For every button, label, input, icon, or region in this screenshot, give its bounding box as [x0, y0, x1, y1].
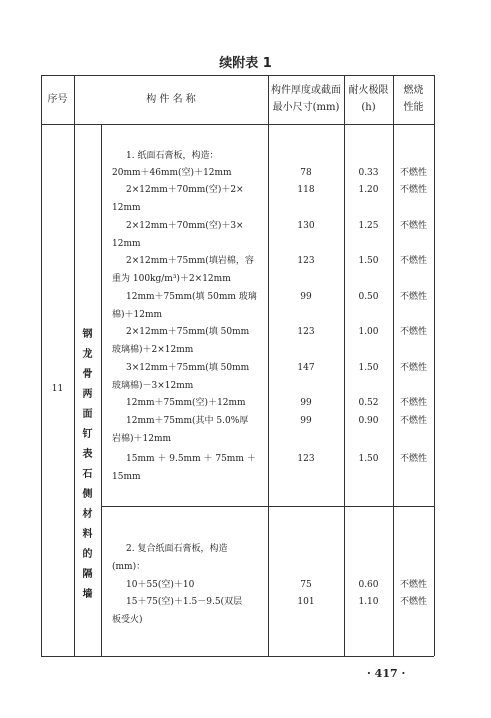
category-label: [74, 325, 101, 605]
item-fire-limit: 0.50: [358, 292, 379, 302]
item-line: 20mm＋46mm(空)＋12mm: [112, 168, 232, 178]
item-line: 岩棉)＋12mm: [112, 434, 172, 444]
item-combustibility: 不燃性: [399, 221, 427, 231]
item-fire-limit: 1.25: [358, 221, 379, 231]
item-line: 棉)＋12mm: [112, 310, 163, 320]
item-line: 12mm＋75mm(空)＋12mm: [126, 398, 246, 408]
item-line: 3×12mm＋75mm(填 50mm: [126, 363, 250, 373]
category-char: 石: [82, 469, 93, 480]
item-thickness: 99: [300, 416, 312, 426]
item-thickness: 101: [297, 597, 315, 607]
item-combustibility: 不燃性: [399, 398, 427, 408]
item-combustibility: 不燃性: [399, 454, 427, 464]
item-line: 15＋75(空)＋1.5－9.5(双层: [126, 597, 243, 607]
item-line: 2×12mm＋75mm(填岩棉，容: [126, 256, 254, 266]
item-combustibility: 不燃性: [399, 256, 427, 266]
category-char: 侧: [82, 489, 93, 500]
page-number: · 417 ·: [367, 667, 406, 680]
row-number: 11: [51, 384, 64, 394]
item-fire-limit: 1.50: [358, 454, 379, 464]
header-thickness-line2: 最小尺寸(mm): [272, 102, 340, 113]
table-title: 续附表 1: [219, 56, 272, 71]
item-thickness: 78: [300, 168, 312, 178]
header-combustibility-line2: 性能: [403, 102, 424, 113]
item-thickness: 123: [297, 256, 315, 266]
item-line: 2×12mm＋70mm(空)＋3×: [126, 221, 244, 231]
item-thickness: 123: [297, 454, 315, 464]
category-char: 的: [82, 549, 93, 560]
item-combustibility: 不燃性: [399, 168, 427, 178]
category-char: 骨: [82, 369, 93, 380]
item-thickness: 99: [300, 292, 312, 302]
item-line: 玻璃棉)＋2×12mm: [112, 345, 194, 355]
item-combustibility: 不燃性: [399, 292, 427, 302]
item-thickness: 118: [297, 185, 315, 195]
item-line: 15mm: [112, 472, 141, 482]
category-char: 墙: [82, 589, 93, 600]
item-fire-limit: 1.00: [358, 327, 379, 337]
item-combustibility: 不燃性: [399, 597, 427, 607]
category-char: 表: [82, 449, 93, 460]
item-line: 15mm ＋ 9.5mm ＋ 75mm ＋: [126, 454, 256, 464]
category-char: 隔: [82, 569, 93, 580]
header-thickness-line1: 构件厚度或截面: [271, 85, 341, 96]
item-line: 12mm: [112, 203, 141, 213]
item-combustibility: 不燃性: [399, 580, 427, 590]
table-top-border: [41, 75, 434, 76]
item-fire-limit: 0.52: [358, 398, 379, 408]
section1-heading: 1. 纸面石膏板，构造：: [126, 151, 219, 161]
category-char: 龙: [82, 349, 93, 360]
header-bottom-border: [41, 124, 434, 125]
item-thickness: 99: [300, 398, 312, 408]
item-thickness: 147: [297, 363, 315, 373]
item-line: 10＋55(空)＋10: [126, 580, 195, 590]
item-thickness: 75: [300, 580, 312, 590]
item-combustibility: 不燃性: [399, 185, 427, 195]
item-line: 2×12mm＋75mm(填 50mm: [126, 327, 250, 337]
header-fire-line2: (h): [361, 102, 376, 113]
item-combustibility: 不燃性: [399, 363, 427, 373]
category-char: 料: [82, 529, 93, 540]
item-fire-limit: 1.50: [358, 256, 379, 266]
section2-heading-line2: (mm)：: [112, 562, 146, 572]
table-right-border: [434, 75, 435, 656]
header-fire-line1: 耐火极限: [348, 85, 389, 96]
item-line: 12mm: [112, 239, 141, 249]
item-line: 12mm＋75mm(其中 5.0%厚: [126, 416, 249, 426]
item-line: 板受火): [112, 615, 143, 625]
item-thickness: 123: [297, 327, 315, 337]
item-fire-limit: 1.50: [358, 363, 379, 373]
item-fire-limit: 0.90: [358, 416, 379, 426]
category-char: 材: [82, 509, 93, 520]
item-fire-limit: 1.20: [358, 185, 379, 195]
header-combustibility-line1: 燃烧: [403, 85, 424, 96]
category-char: 面: [82, 409, 93, 420]
category-char: 钢: [82, 329, 93, 340]
item-fire-limit: 0.60: [358, 580, 379, 590]
item-combustibility: 不燃性: [399, 416, 427, 426]
item-fire-limit: 1.10: [358, 597, 379, 607]
header-name: 构 件 名 称: [146, 94, 196, 105]
item-line: 12mm＋75mm(填 50mm 玻璃: [126, 292, 257, 302]
item-thickness: 130: [297, 221, 315, 231]
table-bottom-border: [41, 656, 434, 657]
item-line: 2×12mm＋70mm(空)＋2×: [126, 185, 244, 195]
item-line: 重为 100kg/m³)＋2×12mm: [112, 274, 231, 284]
category-char: 钉: [82, 429, 93, 440]
table-left-border: [41, 75, 42, 656]
category-column-divider: [101, 124, 102, 656]
item-fire-limit: 0.33: [358, 168, 379, 178]
category-char: 两: [82, 389, 93, 400]
item-combustibility: 不燃性: [399, 327, 427, 337]
header-seq: 序号: [47, 94, 68, 105]
item-line: 玻璃棉)－3×12mm: [112, 381, 194, 391]
section2-heading-line1: 2. 复合纸面石膏板，构造: [126, 544, 228, 554]
